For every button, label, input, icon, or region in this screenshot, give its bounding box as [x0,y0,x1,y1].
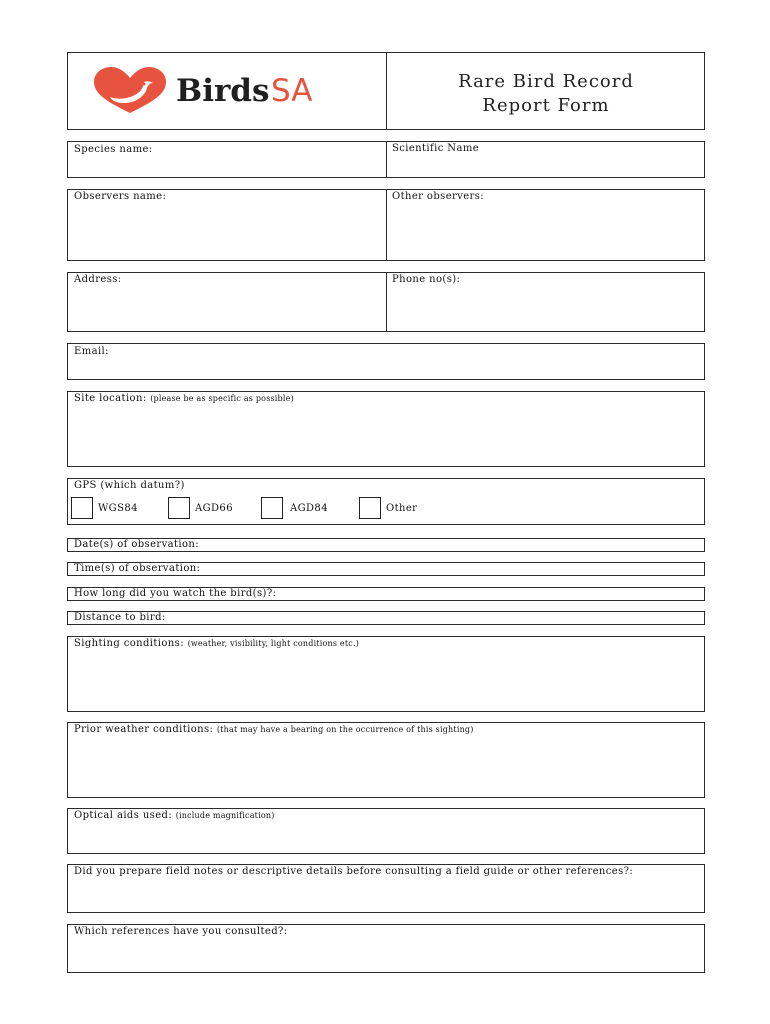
prior-weather-label-text: Prior weather conditions: [74,724,214,735]
prior-weather-hint: (that may have a bearing on the occurrence of this sighting) [216,725,474,734]
how-long-label: How long did you watch the bird(s)?: [74,588,277,599]
distance-label: Distance to bird: [74,612,166,623]
prior-weather-label [74,724,474,736]
optical-aids-hint: (include magnification) [175,811,275,820]
observers-name-field[interactable] [68,205,385,260]
optical-aids-label [74,810,275,822]
address-field[interactable] [68,288,385,331]
wgs84-label: WGS84 [98,503,138,514]
site-location-label-text: Site location: [74,393,147,404]
email-field[interactable] [67,343,705,380]
dates-label: Date(s) of observation: [74,539,200,550]
other-observers-label: Other observers: [392,191,485,202]
email-label: Email: [74,346,109,357]
address-label: Address: [74,274,122,285]
logo-text-birds: Birds [176,73,270,109]
sighting-conditions-hint: (weather, visibility, light conditions etc.) [187,639,360,648]
form-title [387,70,705,118]
logo-text-sa: SA [271,73,313,109]
phone-field[interactable] [387,288,704,331]
gps-label: GPS (which datum?) [74,480,185,491]
site-location-hint: (please be as specific as possible) [150,394,294,403]
scientific-name-field[interactable] [387,157,704,177]
other-observers-field[interactable] [387,205,704,260]
sighting-conditions-label [74,638,359,650]
times-label: Time(s) of observation: [74,563,201,574]
form-title-line-1: Rare Bird Record [458,71,634,92]
species-name-field[interactable] [68,157,385,177]
header-box [67,52,705,130]
agd66-label: AGD66 [195,503,233,514]
references-label: Which references have you consulted?: [74,926,288,937]
agd66-checkbox[interactable] [168,497,190,519]
observers-name-label: Observers name: [74,191,167,202]
wgs84-checkbox[interactable] [71,497,93,519]
other-datum-label: Other [386,503,418,514]
agd84-checkbox[interactable] [261,497,283,519]
form-title-line-2: Report Form [482,95,610,116]
phone-label: Phone no(s): [392,274,461,285]
optical-aids-label-text: Optical aids used: [74,810,173,821]
scientific-name-label: Scientific Name [392,143,480,154]
sighting-conditions-label-text: Sighting conditions: [74,638,184,649]
birds-sa-logo [92,67,332,115]
site-location-label [74,393,294,405]
other-datum-checkbox[interactable] [359,497,381,519]
agd84-label: AGD84 [290,503,328,514]
bird-heart-icon [92,67,168,115]
field-notes-label: Did you prepare field notes or descriptive details before consulting a field guide or other references?: [74,866,634,877]
species-name-label: Species name: [74,144,153,155]
